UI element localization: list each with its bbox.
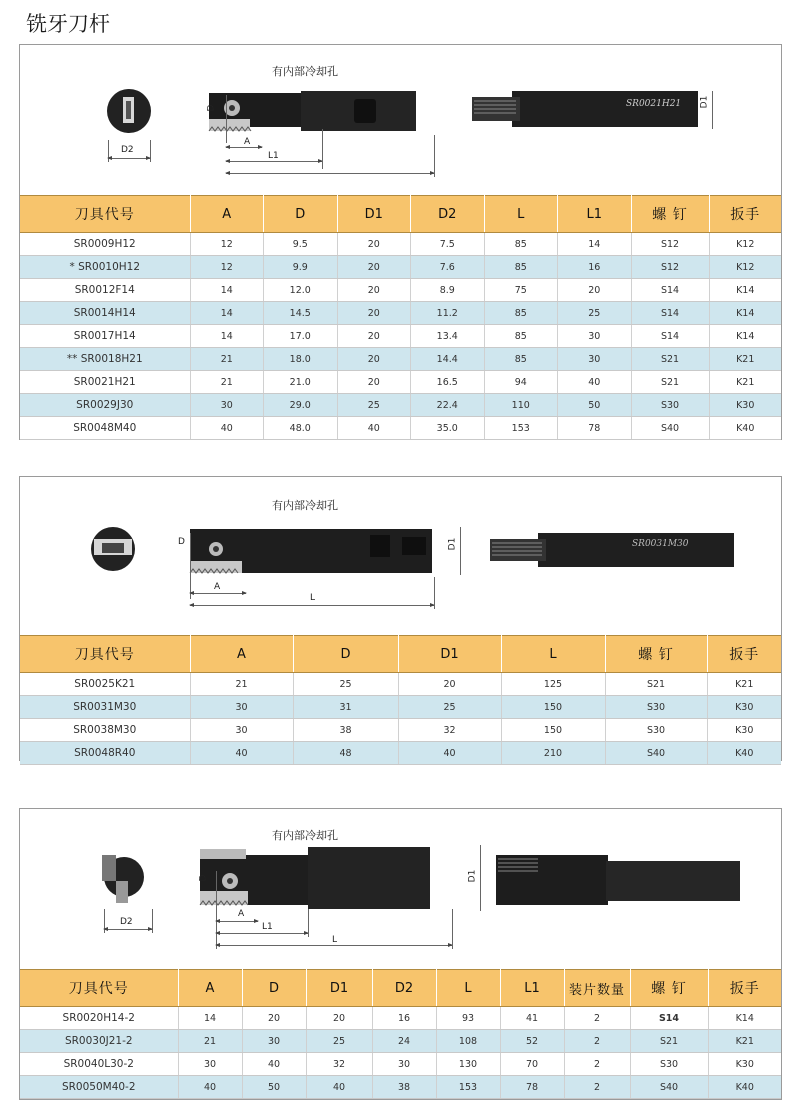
tool-code-cell: ** SR0018H21 bbox=[20, 348, 190, 371]
table-cell: S14 bbox=[630, 1007, 708, 1030]
dim-d2: D2 bbox=[121, 145, 134, 155]
table-row bbox=[20, 1076, 781, 1099]
tool-code-cell: SR0038M30 bbox=[20, 719, 190, 742]
col-header: L1 bbox=[558, 196, 632, 233]
col-header: L bbox=[436, 970, 500, 1007]
dim-l1: L1 bbox=[262, 922, 273, 932]
dim-d1: D1 bbox=[699, 95, 710, 109]
table-cell: 85 bbox=[484, 233, 558, 256]
table-cell: 85 bbox=[484, 302, 558, 325]
table-cell: 18.0 bbox=[264, 348, 338, 371]
col-header: 扳手 bbox=[707, 636, 781, 673]
table-cell: 20 bbox=[337, 256, 411, 279]
section-2 bbox=[19, 476, 782, 761]
table-cell: 22.4 bbox=[411, 394, 485, 417]
table-row bbox=[20, 256, 781, 279]
table-cell: 30 bbox=[190, 719, 293, 742]
table-cell: 30 bbox=[242, 1030, 306, 1053]
table-row bbox=[20, 394, 781, 417]
table-cell: 20 bbox=[306, 1007, 372, 1030]
table-cell: 40 bbox=[242, 1053, 306, 1076]
table-cell: K21 bbox=[707, 673, 781, 696]
table-cell: 150 bbox=[501, 696, 605, 719]
table-row bbox=[20, 302, 781, 325]
coolant-label: 有内部冷却孔 bbox=[272, 65, 338, 78]
table-cell: 78 bbox=[500, 1076, 564, 1099]
tool-code-cell: SR0050M40-2 bbox=[20, 1076, 178, 1099]
table-cell: 2 bbox=[564, 1030, 630, 1053]
table-cell: 85 bbox=[484, 325, 558, 348]
col-header: 刀具代号 bbox=[20, 636, 190, 673]
table-cell: K30 bbox=[707, 719, 781, 742]
table-cell: 20 bbox=[337, 325, 411, 348]
table-cell: 94 bbox=[484, 371, 558, 394]
table-cell: 150 bbox=[501, 719, 605, 742]
tool-code-cell: SR0025K21 bbox=[20, 673, 190, 696]
table-cell: 2 bbox=[564, 1053, 630, 1076]
col-header: D2 bbox=[411, 196, 485, 233]
col-header: D2 bbox=[372, 970, 436, 1007]
tool-code-cell: SR0030J21-2 bbox=[20, 1030, 178, 1053]
spec-table-2 bbox=[20, 635, 781, 765]
table-cell: 21 bbox=[190, 371, 264, 394]
dim-l1: L1 bbox=[268, 151, 279, 161]
table-cell: 12 bbox=[190, 233, 264, 256]
table-cell: 32 bbox=[398, 719, 501, 742]
col-header: D bbox=[242, 970, 306, 1007]
table-cell: 14.5 bbox=[264, 302, 338, 325]
table-cell: 40 bbox=[178, 1076, 242, 1099]
illustration-3 bbox=[20, 809, 781, 969]
tool-code-cell: SR0020H14-2 bbox=[20, 1007, 178, 1030]
tool-code-cell: SR0048M40 bbox=[20, 417, 190, 440]
col-header: 刀具代号 bbox=[20, 196, 190, 233]
col-header: D1 bbox=[306, 970, 372, 1007]
table-cell: S21 bbox=[631, 371, 709, 394]
col-header: D bbox=[264, 196, 338, 233]
table-cell: 38 bbox=[293, 719, 398, 742]
table-header-row bbox=[20, 636, 781, 673]
table-cell: S21 bbox=[630, 1030, 708, 1053]
table-cell: 25 bbox=[558, 302, 632, 325]
table-cell: 14 bbox=[178, 1007, 242, 1030]
table-cell: 11.2 bbox=[411, 302, 485, 325]
coolant-label: 有内部冷却孔 bbox=[272, 829, 338, 842]
table-cell: K14 bbox=[709, 325, 781, 348]
table-cell: 85 bbox=[484, 256, 558, 279]
table-cell: 20 bbox=[337, 279, 411, 302]
table-cell: 24 bbox=[372, 1030, 436, 1053]
table-cell: 40 bbox=[558, 371, 632, 394]
dim-d: D bbox=[178, 537, 185, 547]
table-cell: 13.4 bbox=[411, 325, 485, 348]
table-row bbox=[20, 348, 781, 371]
table-cell: 20 bbox=[242, 1007, 306, 1030]
table-row bbox=[20, 673, 781, 696]
table-cell: S30 bbox=[605, 719, 707, 742]
engraving-text: SR0021H21 bbox=[626, 99, 682, 109]
dim-a: A bbox=[214, 582, 221, 592]
table-cell: 2 bbox=[564, 1076, 630, 1099]
col-header: 螺 钉 bbox=[630, 970, 708, 1007]
table-cell: 48 bbox=[293, 742, 398, 765]
dim-l: L bbox=[332, 935, 338, 945]
col-header: A bbox=[190, 636, 293, 673]
dim-a: A bbox=[244, 137, 251, 147]
table-cell: S12 bbox=[631, 256, 709, 279]
table-cell: S40 bbox=[631, 417, 709, 440]
col-header: 螺 钉 bbox=[605, 636, 707, 673]
col-header: L1 bbox=[500, 970, 564, 1007]
table-cell: S12 bbox=[631, 233, 709, 256]
table-cell: 29.0 bbox=[264, 394, 338, 417]
table-cell: K30 bbox=[707, 696, 781, 719]
table-cell: 25 bbox=[306, 1030, 372, 1053]
table-cell: 40 bbox=[190, 742, 293, 765]
table-cell: 50 bbox=[242, 1076, 306, 1099]
table-cell: 108 bbox=[436, 1030, 500, 1053]
table-cell: 125 bbox=[501, 673, 605, 696]
tool-side-view bbox=[206, 83, 420, 139]
table-cell: 25 bbox=[337, 394, 411, 417]
table-cell: 41 bbox=[500, 1007, 564, 1030]
table-cell: 21 bbox=[190, 673, 293, 696]
table-cell: 17.0 bbox=[264, 325, 338, 348]
table-cell: 25 bbox=[293, 673, 398, 696]
table-cell: 32 bbox=[306, 1053, 372, 1076]
table-cell: 30 bbox=[178, 1053, 242, 1076]
spec-table-1 bbox=[20, 195, 781, 440]
col-header: 螺 钉 bbox=[631, 196, 709, 233]
dim-d: D bbox=[198, 874, 209, 882]
tool-code-cell: SR0029J30 bbox=[20, 394, 190, 417]
dim-a: A bbox=[238, 909, 245, 919]
illustration-2 bbox=[20, 477, 781, 635]
table-cell: 75 bbox=[484, 279, 558, 302]
table-cell: S21 bbox=[631, 348, 709, 371]
table-cell: 30 bbox=[558, 348, 632, 371]
table-cell: K12 bbox=[709, 233, 781, 256]
table-cell: 30 bbox=[558, 325, 632, 348]
col-header: D1 bbox=[337, 196, 411, 233]
table-cell: 30 bbox=[190, 696, 293, 719]
table-cell: 38 bbox=[372, 1076, 436, 1099]
table-cell: 9.9 bbox=[264, 256, 338, 279]
table-cell: 14.4 bbox=[411, 348, 485, 371]
col-header: D1 bbox=[398, 636, 501, 673]
engraving-text: SR0031M30 bbox=[632, 539, 689, 549]
table-cell: 40 bbox=[337, 417, 411, 440]
dim-d2: D2 bbox=[120, 917, 133, 927]
table-cell: K30 bbox=[709, 394, 781, 417]
table-cell: 48.0 bbox=[264, 417, 338, 440]
table-cell: K30 bbox=[708, 1053, 781, 1076]
tool-photo-view bbox=[472, 85, 702, 133]
table-cell: K14 bbox=[708, 1007, 781, 1030]
table-cell: 93 bbox=[436, 1007, 500, 1030]
table-row bbox=[20, 279, 781, 302]
table-cell: 14 bbox=[190, 302, 264, 325]
table-cell: 16 bbox=[372, 1007, 436, 1030]
table-cell: K21 bbox=[709, 348, 781, 371]
col-header: 装片数量 bbox=[564, 970, 630, 1007]
table-cell: 8.9 bbox=[411, 279, 485, 302]
table-row bbox=[20, 1030, 781, 1053]
dim-l: L bbox=[310, 593, 316, 603]
table-cell: K40 bbox=[707, 742, 781, 765]
tool-code-cell: SR0021H21 bbox=[20, 371, 190, 394]
table-cell: 40 bbox=[190, 417, 264, 440]
dim-d: D bbox=[206, 104, 217, 112]
table-cell: S21 bbox=[605, 673, 707, 696]
table-header-row bbox=[20, 970, 781, 1007]
col-header: A bbox=[190, 196, 264, 233]
page-title: 铣牙刀杆 bbox=[26, 12, 110, 36]
col-header: L bbox=[501, 636, 605, 673]
dim-d1: D1 bbox=[447, 537, 458, 551]
table-cell: 210 bbox=[501, 742, 605, 765]
table-row bbox=[20, 1007, 781, 1030]
col-header: 扳手 bbox=[708, 970, 781, 1007]
tool-code-cell: SR0048R40 bbox=[20, 742, 190, 765]
table-row bbox=[20, 696, 781, 719]
table-row bbox=[20, 371, 781, 394]
coolant-label: 有内部冷却孔 bbox=[272, 499, 338, 512]
tool-code-cell: SR0031M30 bbox=[20, 696, 190, 719]
tool-side-view bbox=[198, 845, 434, 911]
table-cell: 153 bbox=[484, 417, 558, 440]
table-cell: 110 bbox=[484, 394, 558, 417]
dim-d1: D1 bbox=[467, 869, 478, 883]
col-header: L bbox=[484, 196, 558, 233]
col-header: 刀具代号 bbox=[20, 970, 178, 1007]
table-cell: 20 bbox=[337, 302, 411, 325]
table-cell: S14 bbox=[631, 325, 709, 348]
table-cell: 20 bbox=[398, 673, 501, 696]
tool-side-view bbox=[188, 525, 436, 577]
table-cell: 12 bbox=[190, 256, 264, 279]
col-header: D bbox=[293, 636, 398, 673]
table-cell: 30 bbox=[372, 1053, 436, 1076]
section-1 bbox=[19, 44, 782, 440]
table-cell: 25 bbox=[398, 696, 501, 719]
table-row bbox=[20, 233, 781, 256]
table-cell: 52 bbox=[500, 1030, 564, 1053]
table-cell: K12 bbox=[709, 256, 781, 279]
table-cell: 30 bbox=[190, 394, 264, 417]
tool-code-cell: SR0040L30-2 bbox=[20, 1053, 178, 1076]
table-cell: 16 bbox=[558, 256, 632, 279]
table-row bbox=[20, 1053, 781, 1076]
table-cell: K21 bbox=[708, 1030, 781, 1053]
tool-code-cell: * SR0010H12 bbox=[20, 256, 190, 279]
table-cell: 78 bbox=[558, 417, 632, 440]
table-cell: 20 bbox=[337, 371, 411, 394]
table-row bbox=[20, 719, 781, 742]
table-cell: 21 bbox=[178, 1030, 242, 1053]
table-header-row bbox=[20, 196, 781, 233]
end-view-drawing bbox=[86, 521, 140, 577]
table-cell: K14 bbox=[709, 302, 781, 325]
table-cell: 40 bbox=[398, 742, 501, 765]
table-cell: 153 bbox=[436, 1076, 500, 1099]
end-view-drawing bbox=[104, 81, 154, 141]
table-cell: 7.6 bbox=[411, 256, 485, 279]
table-cell: 7.5 bbox=[411, 233, 485, 256]
table-cell: 31 bbox=[293, 696, 398, 719]
table-row bbox=[20, 417, 781, 440]
spec-table-3 bbox=[20, 969, 781, 1099]
table-cell: 85 bbox=[484, 348, 558, 371]
table-cell: 21 bbox=[190, 348, 264, 371]
table-cell: 14 bbox=[190, 325, 264, 348]
table-cell: S30 bbox=[605, 696, 707, 719]
table-cell: 14 bbox=[190, 279, 264, 302]
table-cell: S40 bbox=[605, 742, 707, 765]
table-row bbox=[20, 325, 781, 348]
table-cell: 40 bbox=[306, 1076, 372, 1099]
table-cell: S30 bbox=[630, 1053, 708, 1076]
table-cell: K14 bbox=[709, 279, 781, 302]
table-cell: 35.0 bbox=[411, 417, 485, 440]
table-cell: S14 bbox=[631, 302, 709, 325]
illustration-1 bbox=[20, 45, 781, 195]
table-cell: 21.0 bbox=[264, 371, 338, 394]
tool-photo-view bbox=[490, 529, 738, 571]
tool-code-cell: SR0012F14 bbox=[20, 279, 190, 302]
col-header: 扳手 bbox=[709, 196, 781, 233]
section-3 bbox=[19, 808, 782, 1100]
end-view-drawing bbox=[98, 847, 150, 907]
table-cell: 9.5 bbox=[264, 233, 338, 256]
table-cell: S14 bbox=[631, 279, 709, 302]
table-cell: S40 bbox=[630, 1076, 708, 1099]
table-cell: 20 bbox=[337, 233, 411, 256]
table-cell: 12.0 bbox=[264, 279, 338, 302]
table-cell: 14 bbox=[558, 233, 632, 256]
tool-code-cell: SR0017H14 bbox=[20, 325, 190, 348]
table-cell: 50 bbox=[558, 394, 632, 417]
table-cell: 2 bbox=[564, 1007, 630, 1030]
tool-photo-view bbox=[494, 851, 744, 909]
table-row bbox=[20, 742, 781, 765]
table-cell: 130 bbox=[436, 1053, 500, 1076]
table-cell: 16.5 bbox=[411, 371, 485, 394]
table-cell: 70 bbox=[500, 1053, 564, 1076]
tool-code-cell: SR0009H12 bbox=[20, 233, 190, 256]
table-cell: K21 bbox=[709, 371, 781, 394]
col-header: A bbox=[178, 970, 242, 1007]
table-cell: K40 bbox=[708, 1076, 781, 1099]
table-cell: 20 bbox=[558, 279, 632, 302]
tool-code-cell: SR0014H14 bbox=[20, 302, 190, 325]
table-cell: S30 bbox=[631, 394, 709, 417]
table-cell: 20 bbox=[337, 348, 411, 371]
table-cell: K40 bbox=[709, 417, 781, 440]
